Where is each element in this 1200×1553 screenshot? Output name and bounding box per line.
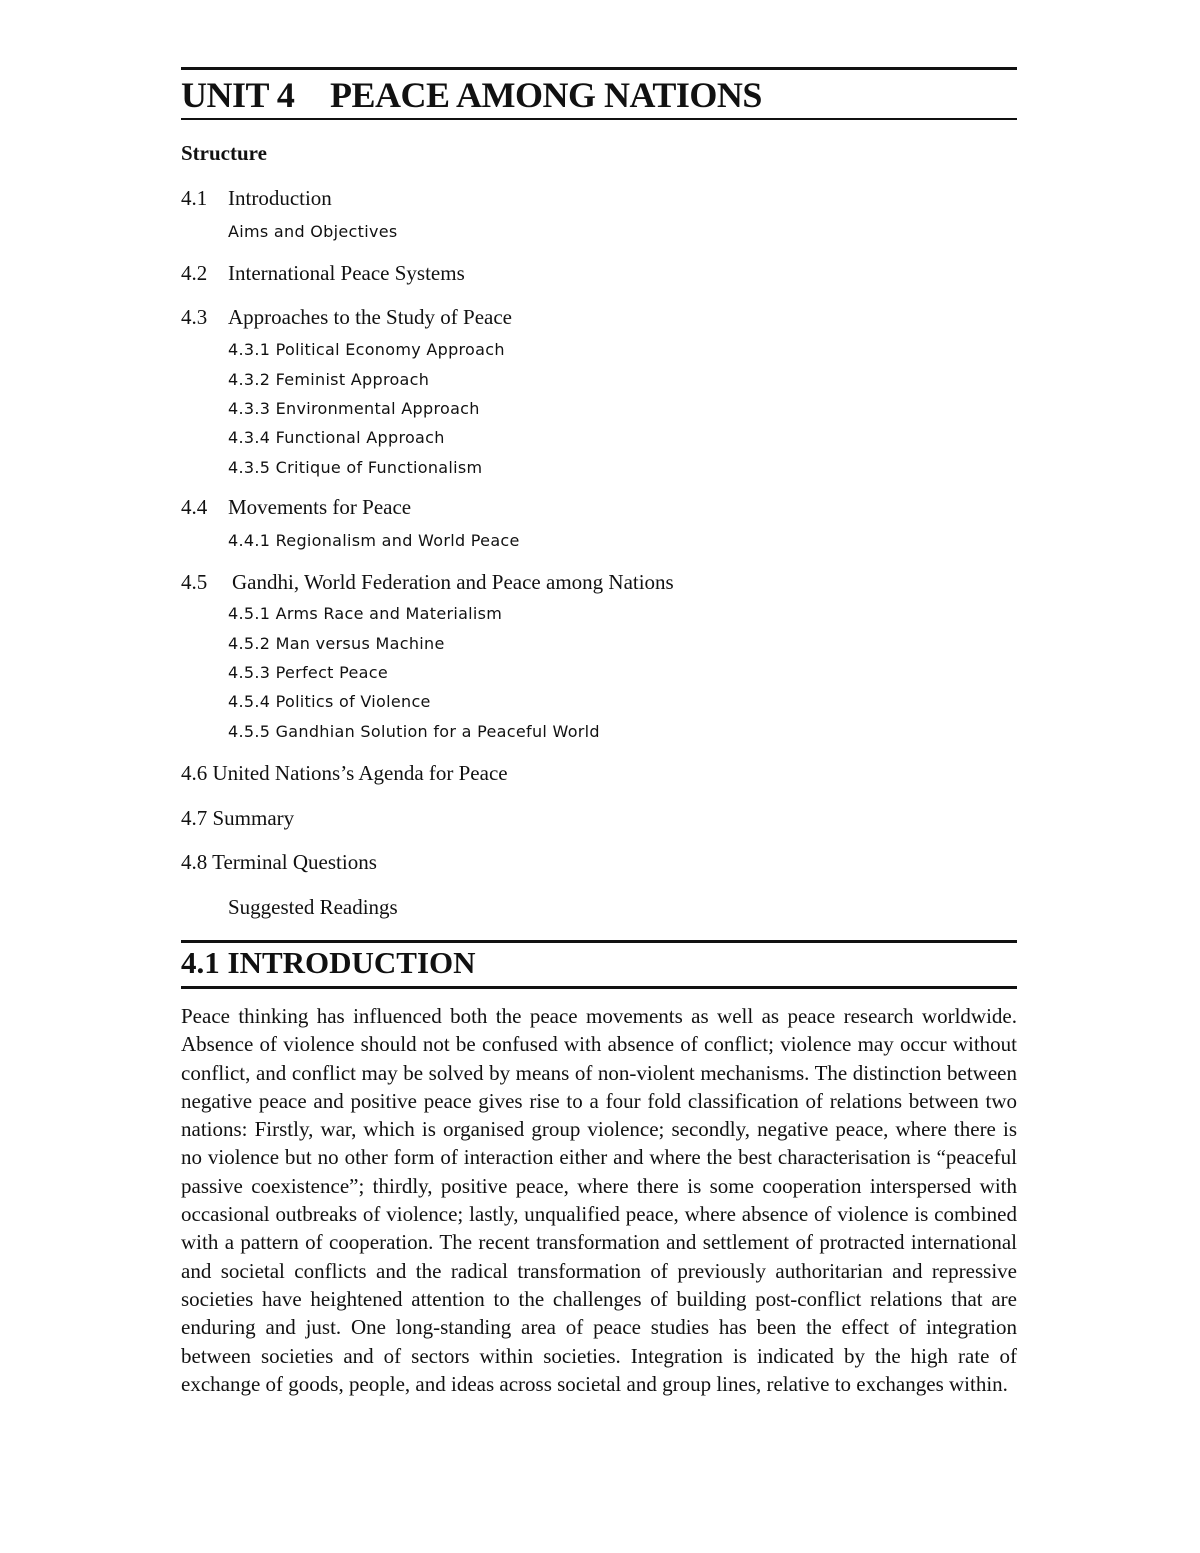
toc-number: 4.3 bbox=[181, 305, 208, 329]
section-top-rule bbox=[181, 940, 1017, 943]
toc-sub-item: 4.3.5 Critique of Functionalism bbox=[228, 458, 483, 477]
toc-number: 4.1 bbox=[181, 186, 208, 210]
toc-sub-item: 4.4.1 Regionalism and World Peace bbox=[228, 531, 520, 550]
toc-sub-item: 4.3.4 Functional Approach bbox=[228, 428, 445, 447]
toc-entry-4-5 bbox=[181, 570, 674, 595]
section-bottom-rule bbox=[181, 986, 1017, 989]
toc-sub-item: 4.5.3 Perfect Peace bbox=[228, 663, 388, 682]
toc-label: International Peace Systems bbox=[228, 261, 465, 285]
unit-title bbox=[181, 74, 1017, 116]
toc-entry-4-4 bbox=[181, 495, 411, 520]
toc-label: Movements for Peace bbox=[228, 495, 412, 519]
toc-entry-4-3 bbox=[181, 305, 512, 330]
toc-label: Gandhi, World Federation and Peace among Nations bbox=[232, 570, 674, 594]
toc-sub-item: 4.5.1 Arms Race and Materialism bbox=[228, 604, 503, 623]
toc-entry-suggested-readings: Suggested Readings bbox=[228, 895, 398, 919]
toc-sub-item: 4.5.4 Politics of Violence bbox=[228, 692, 431, 711]
toc-number: 4.2 bbox=[181, 261, 208, 285]
toc-entry-4-1 bbox=[181, 186, 332, 211]
toc-sub-item: 4.3.2 Feminist Approach bbox=[228, 370, 430, 389]
toc-entry-4-8: 4.8 Terminal Questions bbox=[181, 850, 377, 874]
toc-entry-4-6: 4.6 United Nations’s Agenda for Peace bbox=[181, 761, 508, 785]
title-top-rule bbox=[181, 67, 1017, 70]
toc-sub-item: 4.5.5 Gandhian Solution for a Peaceful World bbox=[228, 722, 600, 741]
toc-sub-item: 4.3.1 Political Economy Approach bbox=[228, 340, 505, 359]
toc-entry-4-7: 4.7 Summary bbox=[181, 806, 295, 830]
toc-number: 4.5 bbox=[181, 570, 208, 594]
unit-number: UNIT 4 bbox=[181, 75, 295, 115]
toc-number: 4.4 bbox=[181, 495, 208, 519]
toc-label: Introduction bbox=[228, 186, 332, 210]
structure-label: Structure bbox=[181, 141, 267, 165]
title-bottom-rule bbox=[181, 118, 1017, 120]
toc-entry-4-2 bbox=[181, 261, 465, 286]
toc-label: Approaches to the Study of Peace bbox=[228, 305, 513, 329]
section-heading: 4.1 INTRODUCTION bbox=[181, 945, 476, 980]
toc-sub-item: Aims and Objectives bbox=[228, 222, 398, 241]
intro-paragraph: Peace thinking has influenced both the peace movements as well as peace research worldwide. Absence of violence should not be confused with absence of conflict; violence may occur without conflict, and conflict may be solved by means of non-violent mechanisms. The distinction between negative peace and positive peace gives rise to a four fold classification of relations between two nations: Firstly, war, which is organised group violence; secondly, negative peace, where there is no violence but no other form of interaction either and where the best characterisation is “peaceful passive coexistence”; thirdly, positive peace, where there is some cooperation interspersed with occasional outbreaks of violence; lastly, unqualified peace, where absence of violence is combined with a pattern of cooperation. The recent transformation and settlement of protracted international and societal conflicts and the radical transformation of previously authoritarian and repressive societies have heightened attention to the challenges of building post-conflict relations that are enduring and just. One long-standing area of peace studies has been the effect of integration between societies and of sectors within societies. Integration is indicated by the high rate of exchange of goods, people, and ideas across societal and group lines, relative to exchanges within. bbox=[181, 1004, 1017, 1396]
toc-sub-item: 4.3.3 Environmental Approach bbox=[228, 399, 480, 418]
unit-name: PEACE AMONG NATIONS bbox=[330, 75, 762, 115]
toc-sub-item: 4.5.2 Man versus Machine bbox=[228, 634, 445, 653]
